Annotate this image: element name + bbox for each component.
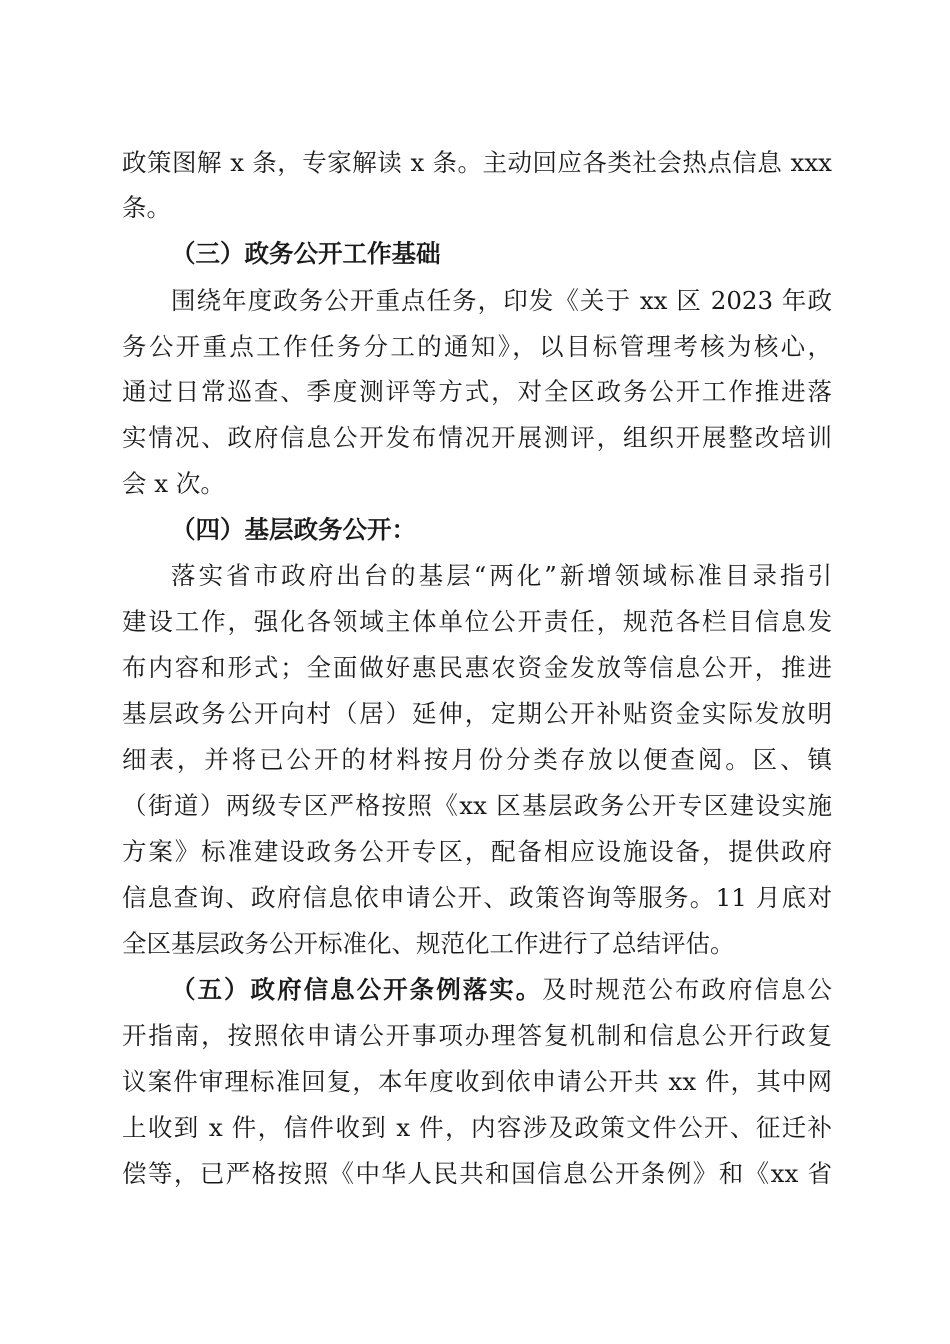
paragraph-line: 开指南，按照依申请公开事项办理答复机制和信息公开行政复 xyxy=(122,1021,832,1050)
paragraph-line: 基层政务公开向村（居）延伸，定期公开补贴资金实际发放明 xyxy=(122,699,832,728)
paragraph-line: 通过日常巡查、季度测评等方式，对全区政务公开工作推进落 xyxy=(122,377,832,406)
paragraph-line-with-lead xyxy=(171,970,832,1010)
paragraph-line: 方案》标准建设政务公开专区，配备相应设施设备，提供政府 xyxy=(122,837,832,866)
paragraph-line: 偿等，已严格按照《中华人民共和国信息公开条例》和《xx 省 xyxy=(122,1159,832,1188)
paragraph-line: 会 x 次。 xyxy=(122,469,225,498)
paragraph-line: 条。 xyxy=(122,193,171,222)
paragraph-line: 政策图解 x 条，专家解读 x 条。主动回应各类社会热点信息 xxx xyxy=(122,148,832,177)
section-heading-4: （四）基层政务公开： xyxy=(171,515,416,544)
paragraph-line: 议案件审理标准回复，本年度收到依申请公开共 xx 件，其中网 xyxy=(122,1067,832,1096)
paragraph-line: 上收到 x 件，信件收到 x 件，内容涉及政策文件公开、征迁补 xyxy=(122,1113,832,1142)
section-heading-5: （五）政府信息公开条例落实。 xyxy=(171,975,543,1004)
paragraph-line: （街道）两级专区严格按照《xx 区基层政务公开专区建设实施 xyxy=(122,791,832,820)
paragraph-line: 全区基层政务公开标准化、规范化工作进行了总结评估。 xyxy=(122,929,735,958)
section-heading-3: （三）政务公开工作基础 xyxy=(171,239,441,268)
paragraph-line: 信息查询、政府信息依申请公开、政策咨询等服务。11 月底对 xyxy=(122,883,832,912)
paragraph-line: 布内容和形式；全面做好惠民惠农资金发放等信息公开，推进 xyxy=(122,653,832,682)
paragraph-line: 建设工作，强化各领域主体单位公开责任，规范各栏目信息发 xyxy=(122,607,832,636)
paragraph-line: 落实省市政府出台的基层“两化”新增领域标准目录指引 xyxy=(171,561,832,590)
paragraph-line: 细表，并将已公开的材料按月份分类存放以便查阅。区、镇 xyxy=(122,745,832,774)
paragraph-lead-rest: 及时规范公布政府信息公 xyxy=(542,975,833,1004)
paragraph-line: 实情况、政府信息公开发布情况开展测评，组织开展整改培训 xyxy=(122,423,832,452)
paragraph-line: 务公开重点工作任务分工的通知》，以目标管理考核为核心， xyxy=(122,332,832,361)
paragraph-line: 围绕年度政务公开重点任务，印发《关于 xx 区 2023 年政 xyxy=(171,286,832,315)
